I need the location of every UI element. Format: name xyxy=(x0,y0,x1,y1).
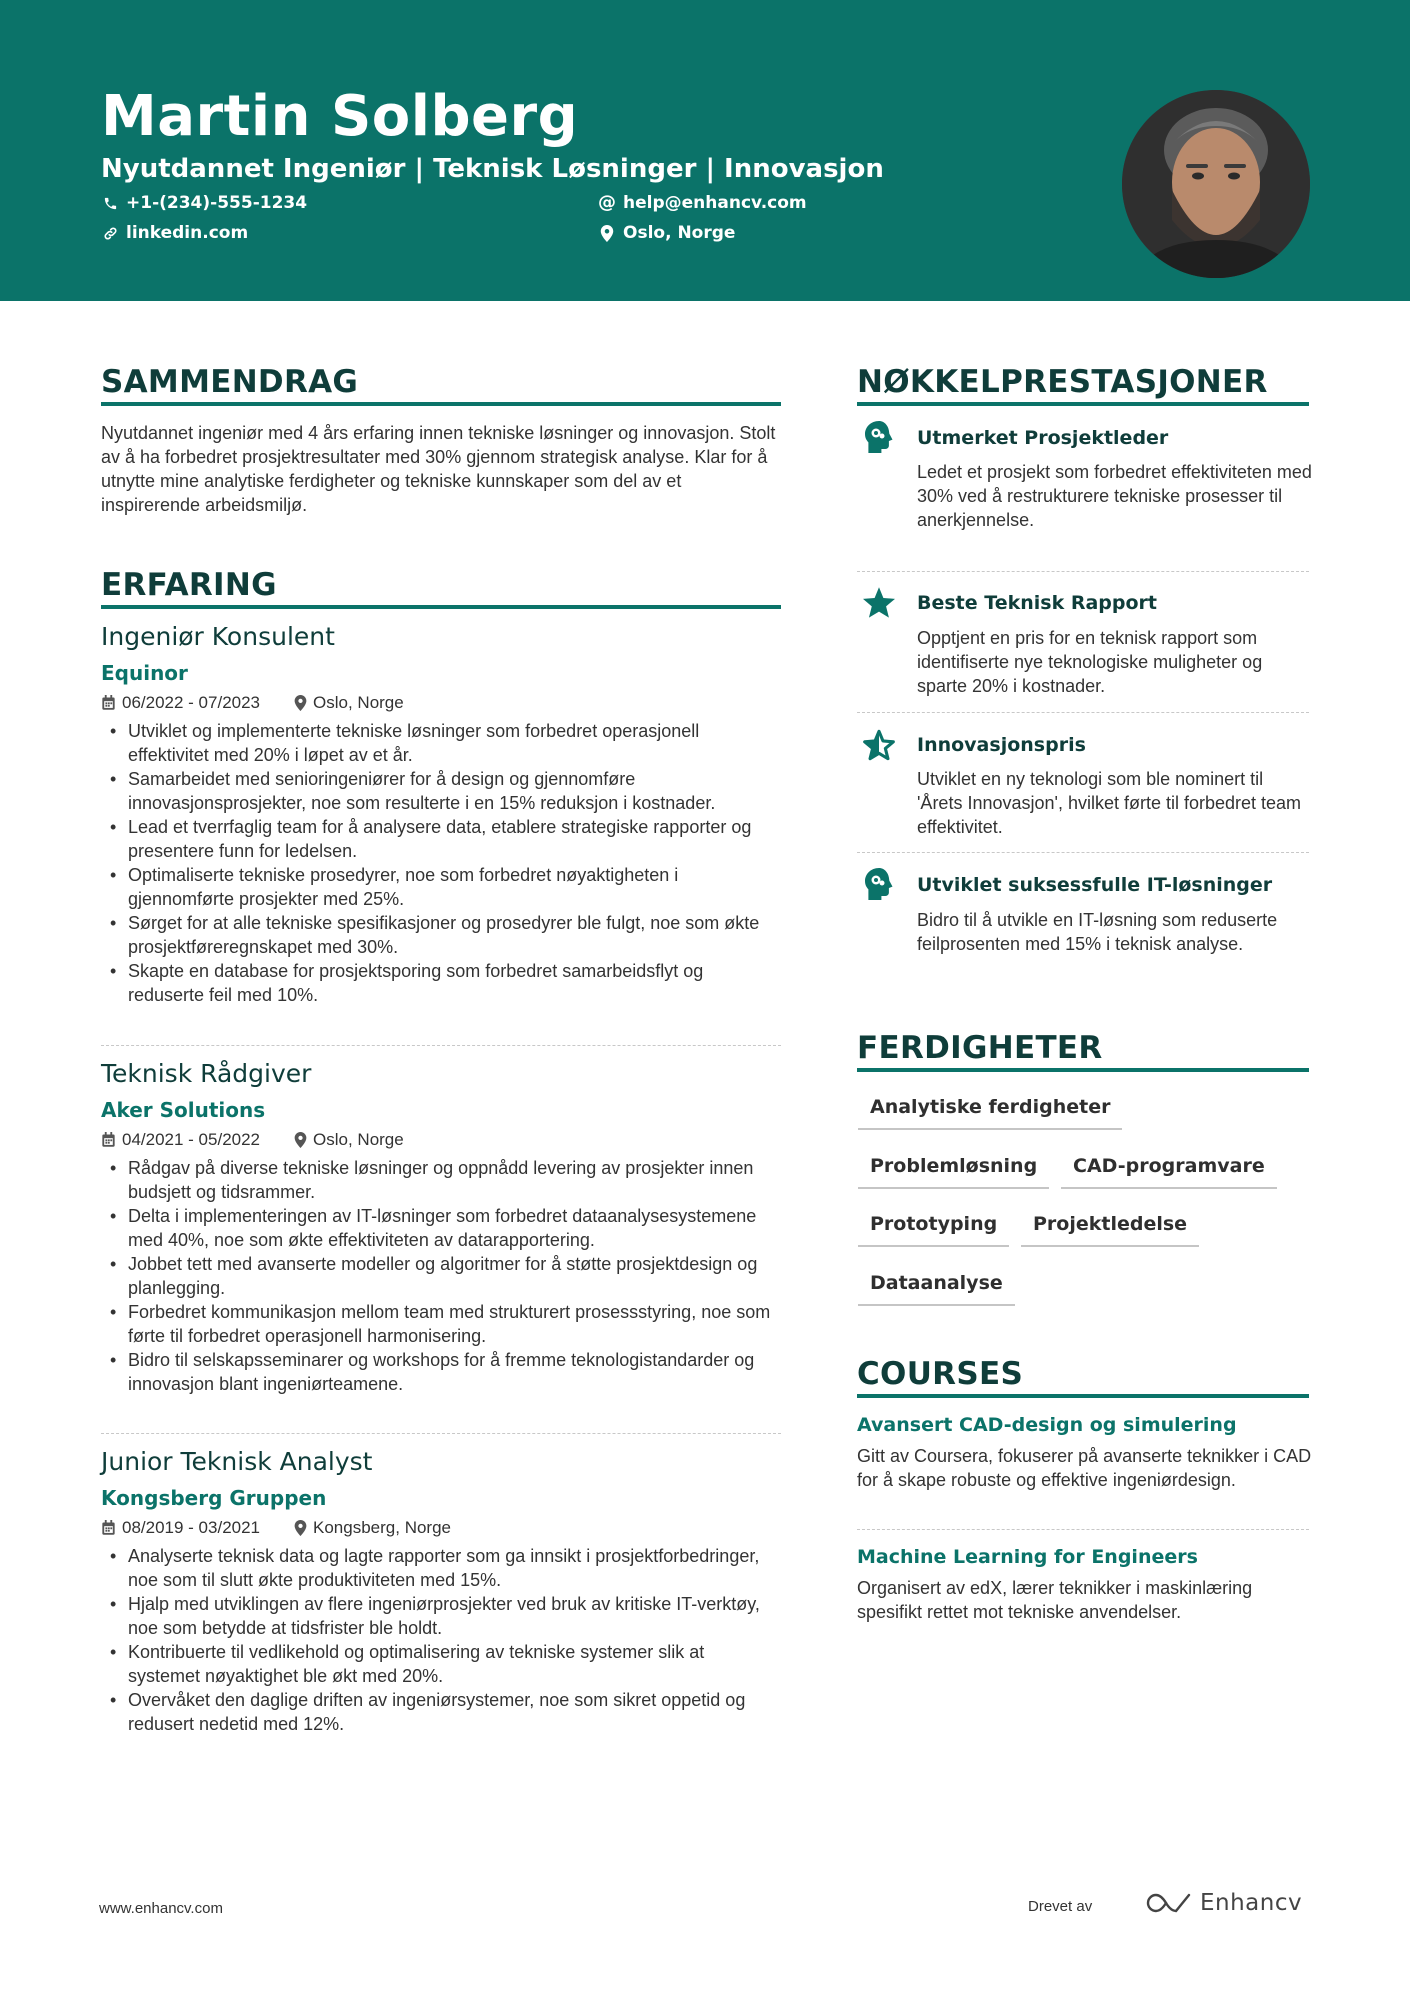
achievements-heading: NØKKELPRESTASJONER xyxy=(857,364,1268,400)
course-title: Avansert CAD-design og simulering xyxy=(857,1414,1237,1436)
contact-linkedin[interactable] xyxy=(101,222,248,244)
job-dates: 08/2019 - 03/2021 xyxy=(122,1518,261,1537)
job-location: Oslo, Norge xyxy=(313,1130,404,1149)
job-meta xyxy=(101,692,404,714)
skill-tag: Prototyping xyxy=(858,1205,1009,1247)
job-dates: 04/2021 - 05/2022 xyxy=(122,1130,261,1149)
list-item: • Kontribuerte til vedlikehold og optimalisering av tekniske systemer slik at systemet nøyaktighet ble økt med 20%. xyxy=(101,1640,781,1688)
list-item: • Overvåket den daglige driften av ingeniørsystemer, noe som sikret oppetid og redusert nedetid med 12%. xyxy=(101,1688,781,1736)
list-item: • Rådgav på diverse tekniske løsninger og oppnådd levering av prosjekter innen budsjett og tidsrammer. xyxy=(101,1156,781,1204)
job-company: Kongsberg Gruppen xyxy=(101,1486,327,1510)
job-company: Equinor xyxy=(101,661,188,685)
job-title: Ingeniør Konsulent xyxy=(101,622,335,651)
location-text: Oslo, Norge xyxy=(623,223,736,243)
summary-text: Nyutdannet ingeniør med 4 års erfaring innen tekniske løsninger og innovasjon. Stolt av å ha forbedret prosjektresultater med 30% gjennom strategisk analyse. Klar for å utnytte mine analytiske ferdigheter og tekniske kunnskaper som del av et inspirerende arbeidsmiljø. xyxy=(101,423,776,515)
skill-tag: Dataanalyse xyxy=(858,1264,1015,1306)
skill-tag: Analytiske ferdigheter xyxy=(858,1088,1122,1130)
list-item: • Analyserte teknisk data og lagte rapporter som ga innsikt i prosjektforbedringer, noe som til slutt økte produktiviteten med 15%. xyxy=(101,1544,781,1592)
achievement-title: Utmerket Prosjektleder xyxy=(917,427,1169,449)
at-icon: @ xyxy=(598,192,616,213)
course-title: Machine Learning for Engineers xyxy=(857,1546,1198,1568)
job-divider xyxy=(101,1045,781,1046)
courses-rule xyxy=(857,1394,1309,1398)
calendar-icon xyxy=(101,695,116,711)
footer-brand[interactable] xyxy=(1146,1890,1302,1916)
location-pin-icon xyxy=(598,224,616,242)
profile-photo xyxy=(1122,90,1310,278)
head-brain-icon xyxy=(861,419,897,455)
footer-powered-by: Drevet av xyxy=(1028,1898,1093,1915)
experience-rule xyxy=(101,605,781,609)
summary-heading: SAMMENDRAG xyxy=(101,364,359,400)
calendar-icon xyxy=(101,1520,116,1536)
job-dates: 06/2022 - 07/2023 xyxy=(122,693,261,712)
job-bullets xyxy=(101,1156,781,1396)
candidate-tagline: Nyutdannet Ingeniør | Teknisk Løsninger | Innovasjon xyxy=(101,154,884,184)
list-item: • Bidro til selskapsseminarer og workshops for å fremme teknologistandarder og innovasjon blant ingeniørteamene. xyxy=(101,1348,781,1396)
achievements-rule xyxy=(857,402,1309,406)
course-desc: Gitt av Coursera, fokuserer på avanserte teknikker i CAD for å skape robuste og effektive ingeniørdesign. xyxy=(857,1446,1312,1490)
course-desc: Organisert av edX, lærer teknikker i maskinlæring spesifikt rettet mot tekniske anvendelser. xyxy=(857,1578,1253,1622)
achievement-desc: Bidro til å utvikle en IT-løsning som reduserte feilprosenten med 15% i teknisk analyse. xyxy=(917,910,1278,954)
achievement-title: Beste Teknisk Rapport xyxy=(917,592,1157,614)
achievement-desc: Ledet et prosjekt som forbedret effektiviteten med 30% ved å restrukturere tekniske prosesser til anerkjennelse. xyxy=(917,462,1312,530)
achievement-divider xyxy=(857,712,1309,713)
list-item: • Lead et tverrfaglig team for å analysere data, etablere strategiske rapporter og presentere funn for ledelsen. xyxy=(101,815,781,863)
achievement-divider xyxy=(857,571,1309,572)
list-item: • Skapte en database for prosjektsporing som forbedret samarbeidsflyt og reduserte feil med 10%. xyxy=(101,959,781,1007)
skill-tag: Problemløsning xyxy=(858,1147,1049,1189)
achievement-desc: Opptjent en pris for en teknisk rapport som identifiserte nye teknologiske muligheter og sparte 20% i kostnader. xyxy=(917,628,1263,696)
job-bullets xyxy=(101,719,781,1007)
job-location: Kongsberg, Norge xyxy=(313,1518,451,1537)
phone-text: +1-(234)-555-1234 xyxy=(126,193,308,213)
phone-icon xyxy=(101,194,119,212)
job-title: Junior Teknisk Analyst xyxy=(101,1447,373,1476)
job-company: Aker Solutions xyxy=(101,1098,266,1122)
contact-email[interactable] xyxy=(598,192,807,214)
list-item: • Forbedret kommunikasjon mellom team med strukturert prosessstyring, noe som førte til forbedret operasjonell harmonisering. xyxy=(101,1300,781,1348)
achievement-title: Innovasjonspris xyxy=(917,734,1086,756)
link-icon xyxy=(101,224,119,242)
skills-rule xyxy=(857,1068,1309,1072)
skills-heading: FERDIGHETER xyxy=(857,1030,1103,1066)
contact-phone xyxy=(101,192,307,214)
brand-name: Enhancv xyxy=(1200,1890,1303,1916)
achievement-title: Utviklet suksessfulle IT-løsninger xyxy=(917,874,1273,896)
skill-tag: Projektledelse xyxy=(1021,1205,1199,1247)
candidate-name: Martin Solberg xyxy=(101,84,579,149)
linkedin-text: linkedin.com xyxy=(126,223,249,243)
star-filled-icon xyxy=(861,585,897,621)
job-meta xyxy=(101,1517,451,1539)
skill-tag: CAD-programvare xyxy=(1061,1147,1277,1189)
enhancv-logo-icon xyxy=(1146,1892,1192,1914)
contact-location xyxy=(598,222,735,244)
footer-website[interactable]: www.enhancv.com xyxy=(99,1900,223,1917)
head-brain-icon xyxy=(861,866,897,902)
list-item: • Delta i implementeringen av IT-løsninger som forbedret dataanalysesystemene med 40%, noe som økte effektiviteten av datarapportering. xyxy=(101,1204,781,1252)
list-item: • Hjalp med utviklingen av flere ingeniørprosjekter ved bruk av kritiske IT-verktøy, noe som betydde at tidsfrister ble holdt. xyxy=(101,1592,781,1640)
job-title: Teknisk Rådgiver xyxy=(101,1059,312,1088)
list-item: • Optimaliserte tekniske prosedyrer, noe som forbedret nøyaktigheten i gjennomførte prosjekter med 25%. xyxy=(101,863,781,911)
experience-heading: ERFARING xyxy=(101,567,277,603)
calendar-icon xyxy=(101,1132,116,1148)
location-pin-icon xyxy=(294,695,307,711)
location-pin-icon xyxy=(294,1520,307,1536)
course-divider xyxy=(857,1529,1309,1530)
job-bullets xyxy=(101,1544,781,1736)
list-item: • Sørget for at alle tekniske spesifikasjoner og prosedyrer ble fulgt, noe som økte prosjektføreregnskapet med 30%. xyxy=(101,911,781,959)
list-item: • Samarbeidet med senioringeniører for å design og gjennomføre innovasjonsprosjekter, noe som resulterte i en 15% reduksjon i kostnader. xyxy=(101,767,781,815)
courses-heading: COURSES xyxy=(857,1356,1024,1392)
location-pin-icon xyxy=(294,1132,307,1148)
email-text: help@enhancv.com xyxy=(623,193,807,213)
job-location: Oslo, Norge xyxy=(313,693,404,712)
job-meta xyxy=(101,1129,404,1151)
resume-header xyxy=(0,0,1410,301)
summary-rule xyxy=(101,402,781,406)
job-divider xyxy=(101,1433,781,1434)
achievement-divider xyxy=(857,852,1309,853)
achievement-desc: Utviklet en ny teknologi som ble nominert til 'Årets Innovasjon', hvilket førte til forbedret team effektivitet. xyxy=(917,769,1302,837)
list-item: • Utviklet og implementerte tekniske løsninger som forbedret operasjonell effektivitet med 20% i løpet av et år. xyxy=(101,719,781,767)
list-item: • Jobbet tett med avanserte modeller og algoritmer for å støtte prosjektdesign og planlegging. xyxy=(101,1252,781,1300)
star-outline-icon xyxy=(861,727,897,763)
